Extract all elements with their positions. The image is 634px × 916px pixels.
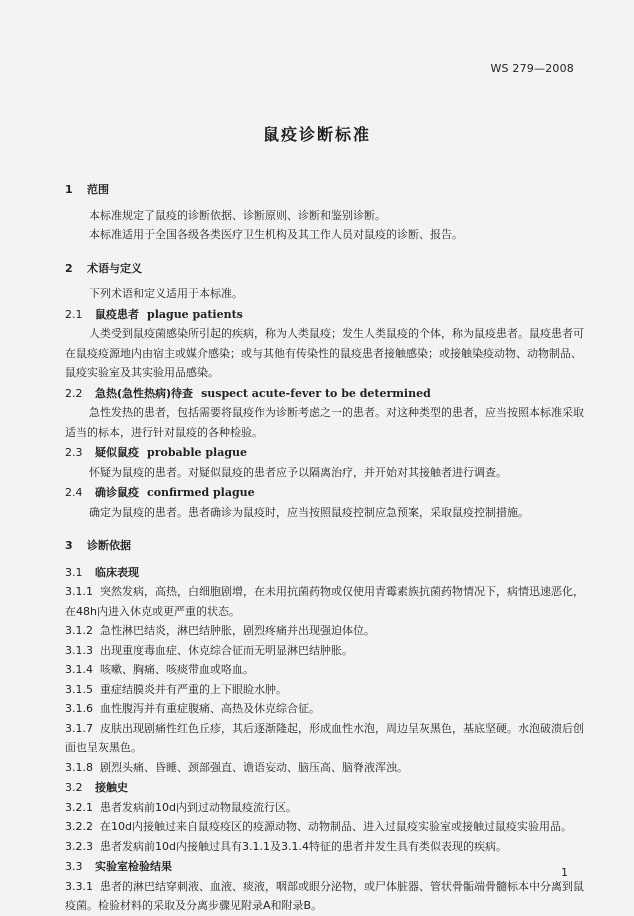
paragraph: 本标准适用于全国各级各类医疗卫生机构及其工作人员对鼠疫的诊断、报告。 bbox=[89, 228, 463, 241]
standard-code: WS 279—2008 bbox=[490, 62, 574, 75]
paragraph: 本标准规定了鼠疫的诊断依据、诊断原则、诊断和鉴别诊断。 bbox=[89, 208, 386, 222]
page-number: 1 bbox=[561, 866, 568, 879]
list-item: 3.1.2 急性淋巴结炎，淋巴结肿胀，剧烈疼痛并出现强迫体位。 bbox=[65, 624, 375, 637]
page-title: 鼠疫诊断标准 bbox=[262, 125, 371, 144]
list-item: 3.2.1 患者发病前10d内到过动物鼠疫流行区。 bbox=[65, 800, 297, 814]
section-heading-1: 1 范围 bbox=[65, 183, 109, 196]
list-item: 3.1.4 咳嗽、胸痛、咳痰带血或咯血。 bbox=[65, 663, 254, 676]
paragraph: 下列术语和定义适用于本标准。 bbox=[89, 287, 243, 300]
list-item: 3.1.5 重症结膜炎并有严重的上下眼睑水肿。 bbox=[65, 682, 287, 696]
subsection-heading: 3.1 临床表现 bbox=[65, 565, 139, 579]
list-item: 3.3.1 患者的淋巴结穿刺液、血液、痰液，咽部或眼分泌物，或尸体脏器、管状骨骺端骨髓标本中分离到鼠疫菌。检验材料的采取及分离步骤见附录A和附录B。 bbox=[65, 879, 584, 912]
list-item: 3.1.3 出现重度毒血症、休克综合征而无明显淋巴结肿胀。 bbox=[65, 643, 353, 657]
subsection-heading: 3.3 实验室检验结果 bbox=[65, 860, 172, 873]
definition-text: 人类受到鼠疫菌感染所引起的疾病，称为人类鼠疫；发生人类鼠疫的个体，称为鼠疫患者。鼠疫患者可在鼠疫疫源地内由宿主或媒介感染；或与其他有传染性的鼠疫患者接触感染；或接触染疫动物、动物制品、鼠疫实验室及其实验用品感染。 bbox=[65, 327, 584, 379]
definition-heading: 2.2 急热(急性热病)待查 suspect acute-fever to be determined bbox=[65, 386, 431, 400]
definition-text: 急性发热的患者，包括需要将鼠疫作为诊断考虑之一的患者。对这种类型的患者，应当按照本标准采取适当的标本，进行针对鼠疫的各种检验。 bbox=[65, 406, 584, 439]
subsection-heading: 3.2 接触史 bbox=[65, 781, 128, 794]
definition-heading: 2.1 鼠疫患者 plague patients bbox=[65, 307, 243, 321]
section-heading-3: 3 诊断依据 bbox=[65, 539, 131, 552]
section-heading-2: 2 术语与定义 bbox=[65, 261, 142, 275]
definition-text: 怀疑为鼠疫的患者。对疑似鼠疫的患者应予以隔离治疗，并开始对其接触者进行调查。 bbox=[89, 465, 507, 479]
definition-text: 确定为鼠疫的患者。患者确诊为鼠疫时，应当按照鼠疫控制应急预案，采取鼠疫控制措施。 bbox=[89, 505, 529, 519]
list-item: 3.1.1 突然发病，高热，白细胞剧增，在未用抗菌药物或仅使用青霉素族抗菌药物情况下，病情迅速恶化，在48h内进入休克或更严重的状态。 bbox=[65, 585, 584, 618]
list-item: 3.2.3 患者发病前10d内接触过具有3.1.1及3.1.4特征的患者并发生具有类似表现的疾病。 bbox=[65, 839, 507, 853]
definition-heading: 2.3 疑似鼠疫 probable plague bbox=[65, 446, 248, 459]
definition-heading: 2.4 确诊鼠疫 confirmed plague bbox=[65, 486, 255, 499]
document-body bbox=[65, 172, 585, 916]
list-item: 3.1.7 皮肤出现剧痛性红色丘疹，其后逐渐隆起，形成血性水泡，周边呈灰黑色，基底坚硬。水泡破溃后创面也呈灰黑色。 bbox=[65, 721, 584, 754]
list-item: 3.1.8 剧烈头痛、昏睡、颈部强直、谵语妄动、脑压高、脑脊液浑浊。 bbox=[65, 760, 408, 774]
list-item: 3.1.6 血性腹泻并有重症腹痛、高热及休克综合征。 bbox=[65, 702, 320, 715]
list-item: 3.2.2 在10d内接触过来自鼠疫疫区的疫源动物、动物制品、进入过鼠疫实验室或接触过鼠疫实验用品。 bbox=[65, 820, 572, 833]
